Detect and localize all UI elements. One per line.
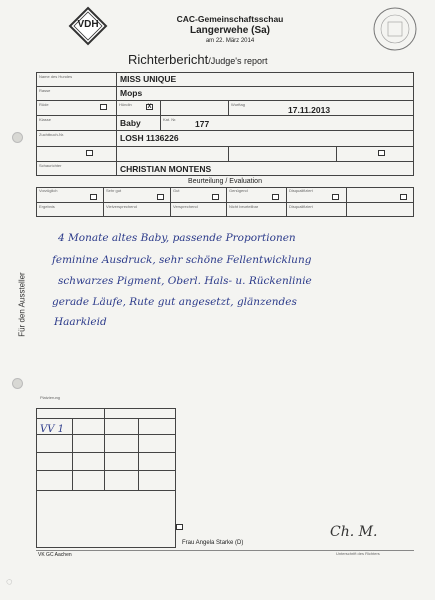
placement-value: VV 1 bbox=[40, 424, 64, 435]
class-value: Baby bbox=[120, 118, 141, 128]
footer-org: VK GC Aachen bbox=[38, 552, 72, 558]
report-title-de: Richterbericht bbox=[128, 52, 209, 67]
grade-2: Sehr gut bbox=[106, 188, 122, 193]
result-3: Versprechend bbox=[173, 204, 198, 209]
side-label: Für den Aussteller bbox=[17, 272, 27, 337]
grade-checkbox-4[interactable] bbox=[272, 194, 279, 200]
stud-label: Zuchtbuch-Nr. bbox=[39, 132, 65, 137]
footer-signer: Frau Angela Starke (D) bbox=[182, 540, 244, 546]
grade-1: Vorzüglich bbox=[39, 188, 58, 193]
male-label: Rüde bbox=[39, 102, 49, 107]
show-location: Langerwehe (Sa) bbox=[189, 25, 271, 36]
breed-label: Rasse bbox=[39, 88, 51, 93]
stud-value: LOSH 1136226 bbox=[120, 133, 179, 143]
report-title-en: /Judge's report bbox=[208, 56, 268, 66]
dob-label: Wurftag bbox=[231, 102, 245, 107]
catno-label: Kat. Nr. bbox=[163, 117, 177, 122]
name-label: Name des Hundes bbox=[39, 74, 73, 79]
female-label: Hündin bbox=[119, 102, 132, 107]
judge-label: Schaurichter bbox=[39, 163, 62, 168]
grade-3: Gut bbox=[173, 188, 180, 193]
evaluation-line-1: 4 Monate altes Baby, passende Proportionen bbox=[58, 232, 296, 244]
placement-label: Platzierung bbox=[40, 395, 61, 400]
footer-right: Unterschrift des Richters bbox=[336, 551, 380, 556]
show-title: CAC-Gemeinschaftsschau bbox=[176, 14, 284, 24]
evaluation-line-4: gerade Läufe, Rute gut angesetzt, glänzendes bbox=[52, 296, 297, 308]
grade-5: Disqualifiziert bbox=[289, 188, 313, 193]
club-stamp bbox=[372, 6, 418, 52]
breed-value: Mops bbox=[120, 88, 143, 98]
evaluation-line-5: Haarkleid bbox=[54, 316, 107, 328]
corner-mark: ◌ bbox=[6, 576, 13, 588]
dob-value: 17.11.2013 bbox=[288, 105, 331, 115]
judge-signature: Ch. M. bbox=[330, 524, 378, 540]
grade-checkbox-3[interactable] bbox=[212, 194, 219, 200]
class-label: Klasse bbox=[39, 117, 52, 122]
punch-hole-bottom bbox=[12, 378, 23, 389]
show-date: am 22. März 2014 bbox=[205, 38, 255, 44]
grade-checkbox-6[interactable] bbox=[400, 194, 407, 200]
placement-checkbox[interactable] bbox=[176, 524, 183, 530]
dog-name: MISS UNIQUE bbox=[120, 74, 177, 84]
assessment-title: Beurteilung / Evaluation bbox=[188, 178, 262, 185]
grade-checkbox-5[interactable] bbox=[332, 194, 339, 200]
option-checkbox-1[interactable] bbox=[86, 150, 93, 156]
punch-hole-top bbox=[12, 132, 23, 143]
judge-name: CHRISTIAN MONTENS bbox=[120, 164, 212, 174]
result-5: Disqualifiziert bbox=[289, 204, 313, 209]
logo-text: VDH bbox=[77, 19, 99, 30]
report-title bbox=[128, 52, 267, 67]
male-checkbox[interactable] bbox=[100, 104, 107, 110]
grade-4: Genügend bbox=[229, 188, 248, 193]
option-checkbox-2[interactable] bbox=[378, 150, 385, 156]
result-4: Nicht beurteilbar bbox=[229, 204, 259, 209]
grade-checkbox-1[interactable] bbox=[90, 194, 97, 200]
evaluation-line-3: schwarzes Pigment, Oberl. Hals- u. Rückenlinie bbox=[58, 275, 312, 287]
result-2: Vielversprechend bbox=[106, 204, 137, 209]
vdh-logo bbox=[68, 6, 108, 46]
catno-value: 177 bbox=[195, 119, 210, 129]
evaluation-line-2: feminine Ausdruck, sehr schöne Fellentwicklung bbox=[52, 254, 312, 266]
grade-checkbox-2[interactable] bbox=[157, 194, 164, 200]
female-checkbox[interactable]: X bbox=[147, 104, 152, 110]
result-1: Ergebnis bbox=[39, 204, 55, 209]
